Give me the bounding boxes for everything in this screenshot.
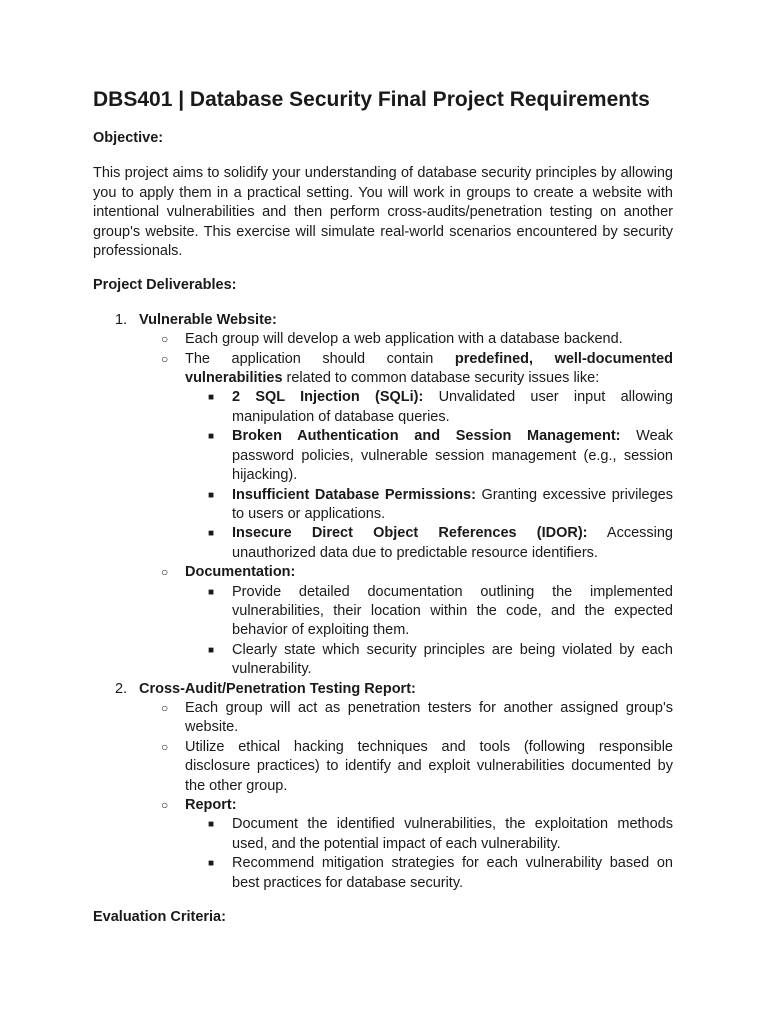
- vulnerability-item: [185, 427, 673, 485]
- hollow-circle-bullet-icon: ○: [161, 332, 169, 347]
- report-list: [185, 815, 673, 893]
- vulnerability-item: [185, 486, 673, 525]
- sub-list: [139, 699, 673, 893]
- sub-list: [139, 330, 673, 679]
- report-item: [185, 815, 673, 854]
- hollow-circle-bullet-icon: ○: [161, 739, 169, 754]
- document-page: [93, 86, 673, 927]
- vulnerability-text: Weak password policies, vulnerable session management (e.g., session hijacking).: [232, 428, 673, 484]
- documentation-label: Documentation:: [185, 564, 296, 581]
- evaluation-heading: Evaluation Criteria:: [93, 909, 226, 926]
- vulnerability-item: [185, 388, 673, 427]
- vulnerability-list: [185, 388, 673, 563]
- filled-square-bullet-icon: ■: [208, 431, 215, 443]
- vulnerability-text: Unvalidated user input allowing manipulation of database queries.: [232, 389, 673, 425]
- documentation-item: [185, 641, 673, 680]
- vulnerability-label: 2 SQL Injection (SQLi):: [232, 389, 424, 406]
- list-item-text: The application should contain: [185, 350, 455, 367]
- deliverable-pentest-report: [93, 680, 673, 893]
- deliverable-vulnerable-website: [93, 311, 673, 680]
- list-item: [139, 796, 673, 893]
- filled-square-bullet-icon: ■: [208, 644, 215, 656]
- deliverable-label: Vulnerable Website:: [139, 311, 277, 328]
- documentation-list: [185, 583, 673, 680]
- objective-paragraph: This project aims to solidify your understanding of database security principles by allowing you to apply them in a practical setting. You will work in groups to create a website with intentional vulnerabilities and then perform cross-audits/penetration testing on another group's website. This exercise will simulate real-world scenarios encountered by security professionals.: [93, 165, 673, 260]
- list-item: [139, 699, 673, 738]
- report-text: Recommend mitigation strategies for each vulnerability based on best practices for database security.: [232, 855, 673, 891]
- list-item: [139, 350, 673, 563]
- filled-square-bullet-icon: ■: [208, 392, 215, 404]
- filled-square-bullet-icon: ■: [208, 858, 215, 870]
- list-item: [139, 563, 673, 679]
- vulnerability-item: [185, 524, 673, 563]
- hollow-circle-bullet-icon: ○: [161, 351, 169, 366]
- list-item-text: Each group will develop a web application with a database backend.: [185, 331, 623, 348]
- vulnerability-text: Accessing unauthorized data due to predictable resource identifiers.: [232, 525, 673, 561]
- documentation-text: Clearly state which security principles are being violated by each vulnerability.: [232, 641, 673, 678]
- list-item: [139, 330, 673, 349]
- document-title: DBS401 | Database Security Final Project Requirements: [93, 88, 650, 111]
- list-item: [139, 738, 673, 796]
- filled-square-bullet-icon: ■: [208, 489, 215, 501]
- vulnerability-label: Insufficient Database Permissions:: [232, 486, 476, 503]
- filled-square-bullet-icon: ■: [208, 819, 215, 831]
- documentation-text: Provide detailed documentation outlining the implemented vulnerabilities, their location within the code, and the expected behavior of exploiting them.: [232, 583, 673, 639]
- report-label: Report:: [185, 797, 237, 813]
- vulnerability-label: Broken Authentication and Session Management:: [232, 428, 621, 445]
- list-number: 1.: [115, 311, 128, 328]
- objective-heading: Objective:: [93, 130, 164, 146]
- list-item-text: Utilize ethical hacking techniques and tools (following responsible disclosure practices) to identify and exploit vulnerabilities documented by the other group.: [185, 738, 673, 794]
- deliverables-heading: Project Deliverables:: [93, 277, 237, 294]
- list-item-bold: predefined, well-documented vulnerabilities: [185, 350, 673, 387]
- list-item-text: related to common database security issues like:: [282, 370, 600, 387]
- vulnerability-text: Granting excessive privileges to users or applications.: [232, 486, 673, 522]
- filled-square-bullet-icon: ■: [208, 528, 215, 540]
- vulnerability-label: Insecure Direct Object References (IDOR):: [232, 525, 588, 542]
- hollow-circle-bullet-icon: ○: [161, 700, 169, 715]
- deliverable-label: Cross-Audit/Penetration Testing Report:: [139, 680, 416, 697]
- hollow-circle-bullet-icon: ○: [161, 798, 169, 812]
- report-item: [185, 854, 673, 893]
- hollow-circle-bullet-icon: ○: [161, 565, 169, 580]
- report-text: Document the identified vulnerabilities, the exploitation methods used, and the potential impact of each vulnerability.: [232, 816, 673, 852]
- deliverables-list: [93, 311, 673, 893]
- list-number: 2.: [115, 680, 128, 697]
- filled-square-bullet-icon: ■: [208, 586, 215, 598]
- documentation-item: [185, 583, 673, 641]
- list-item-text: Each group will act as penetration testers for another assigned group's website.: [185, 699, 673, 736]
